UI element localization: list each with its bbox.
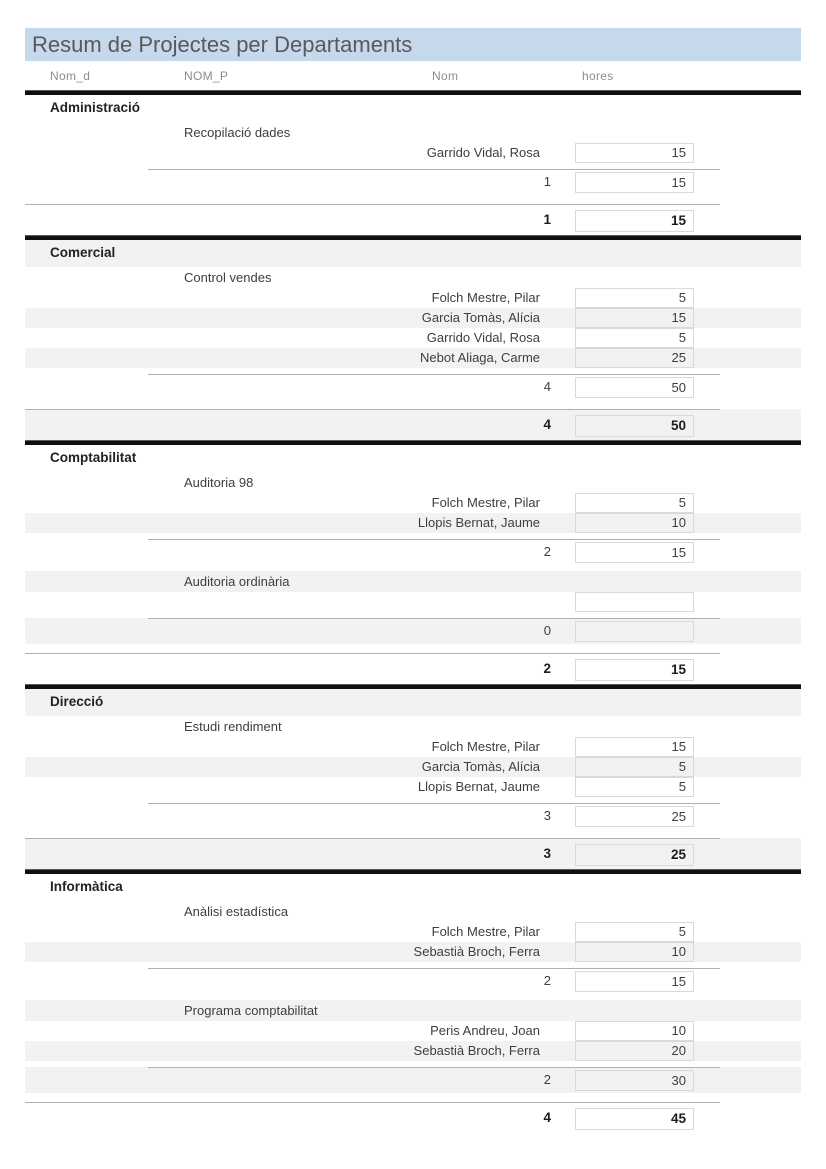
project-name: Control vendes [184,270,272,285]
project-subtotal-rule [148,169,720,170]
project-header-row [25,267,801,288]
employee-name: Garcia Tomàs, Alícia [421,310,540,325]
project-header-row [25,571,801,592]
project-block [0,716,826,829]
project-block [0,267,826,400]
department-total-rule [25,838,720,839]
project-subtotal-hours-box: 15 [575,971,694,992]
department-total-row [25,653,801,684]
detail-row [25,737,801,757]
department-total-hours-box: 50 [575,415,694,437]
department-name: Informàtica [50,879,123,894]
department-total-count: 2 [543,661,551,676]
employee-name: Llopis Bernat, Jaume [417,515,540,530]
project-subtotal-row [25,803,801,829]
department-total-rule [25,653,720,654]
hours-box: 10 [575,1021,694,1041]
project-list [0,716,826,829]
department-total-count: 3 [543,846,551,861]
column-header-name: Nom [432,69,459,83]
department-name: Direcció [50,694,104,709]
project-header-row [25,901,801,922]
department-total-row [25,409,801,440]
detail-row [25,288,801,308]
employee-name: Sebastià Broch, Ferra [413,1043,540,1058]
project-subtotal-hours-box: 50 [575,377,694,398]
department-header-row [25,95,801,122]
project-subtotal-hours-box: 25 [575,806,694,827]
department-total-count: 1 [543,212,551,227]
project-block [0,901,826,994]
department-total-hours-box: 45 [575,1108,694,1130]
employee-name: Folch Mestre, Pilar [431,495,540,510]
hours-box: 5 [575,922,694,942]
column-header-row [25,61,801,90]
department-section [0,90,826,235]
department-total-hours-box: 25 [575,844,694,866]
department-total-row [25,204,801,235]
detail-row [25,308,801,328]
project-record-count: 2 [543,544,551,559]
project-name: Auditoria ordinària [184,574,290,589]
employee-name: Folch Mestre, Pilar [431,924,540,939]
project-name: Programa comptabilitat [184,1003,318,1018]
detail-rows [0,1021,826,1061]
department-total-hours-box: 15 [575,210,694,232]
department-section [0,684,826,869]
department-total-count: 4 [543,1110,551,1125]
project-subtotal-rule [148,803,720,804]
column-header-dept: Nom_d [50,69,91,83]
hours-box [575,592,694,612]
department-section [0,235,826,440]
department-section [0,440,826,684]
project-subtotal-row [25,374,801,400]
project-header-row [25,122,801,143]
department-name: Comercial [50,245,116,260]
hours-box: 5 [575,493,694,513]
report-title: Resum de Projectes per Departaments [32,32,413,57]
department-section [0,869,826,1133]
employee-name: Folch Mestre, Pilar [431,739,540,754]
employee-name: Llopis Bernat, Jaume [417,779,540,794]
project-header-row [25,716,801,737]
hours-box: 15 [575,143,694,163]
hours-box: 5 [575,328,694,348]
project-subtotal-row [25,618,801,644]
department-total-count: 4 [543,417,551,432]
project-subtotal-rule [148,374,720,375]
project-subtotal-row [25,539,801,565]
department-header-row [25,445,801,472]
detail-rows [0,493,826,533]
detail-rows [0,288,826,368]
detail-row [25,922,801,942]
department-total-rule [25,409,720,410]
employee-name: Garrido Vidal, Rosa [426,145,540,160]
department-header-row [25,874,801,901]
project-subtotal-row [25,1067,801,1093]
project-record-count: 0 [543,623,551,638]
employee-name: Garcia Tomàs, Alícia [421,759,540,774]
project-name: Auditoria 98 [184,475,254,490]
project-record-count: 2 [543,1072,551,1087]
project-list [0,267,826,400]
report-title-bar [25,28,801,61]
project-subtotal-rule [148,539,720,540]
project-subtotal-hours-box: 15 [575,172,694,193]
project-record-count: 3 [543,808,551,823]
project-header-row [25,1000,801,1021]
detail-row [25,513,801,533]
project-subtotal-rule [148,618,720,619]
department-total-hours-box: 15 [575,659,694,681]
project-subtotal-rule [148,1067,720,1068]
hours-box: 10 [575,513,694,533]
department-name: Administració [50,100,141,115]
hours-box: 15 [575,308,694,328]
project-name: Estudi rendiment [184,719,282,734]
detail-row [25,493,801,513]
detail-row [25,592,801,612]
detail-rows [0,737,826,797]
hours-box: 10 [575,942,694,962]
project-record-count: 4 [543,379,551,394]
hours-box: 5 [575,777,694,797]
detail-row [25,1021,801,1041]
project-subtotal-hours-box: 30 [575,1070,694,1091]
column-header-project: NOM_P [184,69,229,83]
hours-box: 15 [575,737,694,757]
department-header-row [25,689,801,716]
detail-row [25,143,801,163]
project-block [0,472,826,565]
detail-row [25,328,801,348]
department-total-rule [25,1102,720,1103]
detail-rows [0,922,826,962]
report-body [0,90,826,1133]
project-name: Recopilació dades [184,125,291,140]
project-list [0,472,826,644]
project-record-count: 2 [543,973,551,988]
project-list [0,901,826,1093]
detail-row [25,757,801,777]
department-name: Comptabilitat [50,450,137,465]
project-name: Anàlisi estadística [184,904,289,919]
employee-name: Sebastià Broch, Ferra [413,944,540,959]
employee-name: Garrido Vidal, Rosa [426,330,540,345]
employee-name: Nebot Aliaga, Carme [420,350,540,365]
department-total-row [25,1102,801,1133]
project-subtotal-row [25,968,801,994]
project-subtotal-hours-box [575,621,694,642]
detail-row [25,777,801,797]
project-subtotal-row [25,169,801,195]
project-block [0,1000,826,1093]
detail-rows [0,592,826,612]
employee-name: Folch Mestre, Pilar [431,290,540,305]
department-total-row [25,838,801,869]
detail-row [25,942,801,962]
project-record-count: 1 [543,174,551,189]
project-subtotal-rule [148,968,720,969]
project-block [0,571,826,644]
detail-row [25,348,801,368]
project-list [0,122,826,195]
detail-rows [0,143,826,163]
hours-box: 25 [575,348,694,368]
hours-box: 5 [575,757,694,777]
project-block [0,122,826,195]
employee-name: Peris Andreu, Joan [430,1023,540,1038]
column-header-hours: hores [582,69,614,83]
department-header-row [25,240,801,267]
project-subtotal-hours-box: 15 [575,542,694,563]
project-header-row [25,472,801,493]
hours-box: 5 [575,288,694,308]
detail-row [25,1041,801,1061]
department-total-rule [25,204,720,205]
hours-box: 20 [575,1041,694,1061]
